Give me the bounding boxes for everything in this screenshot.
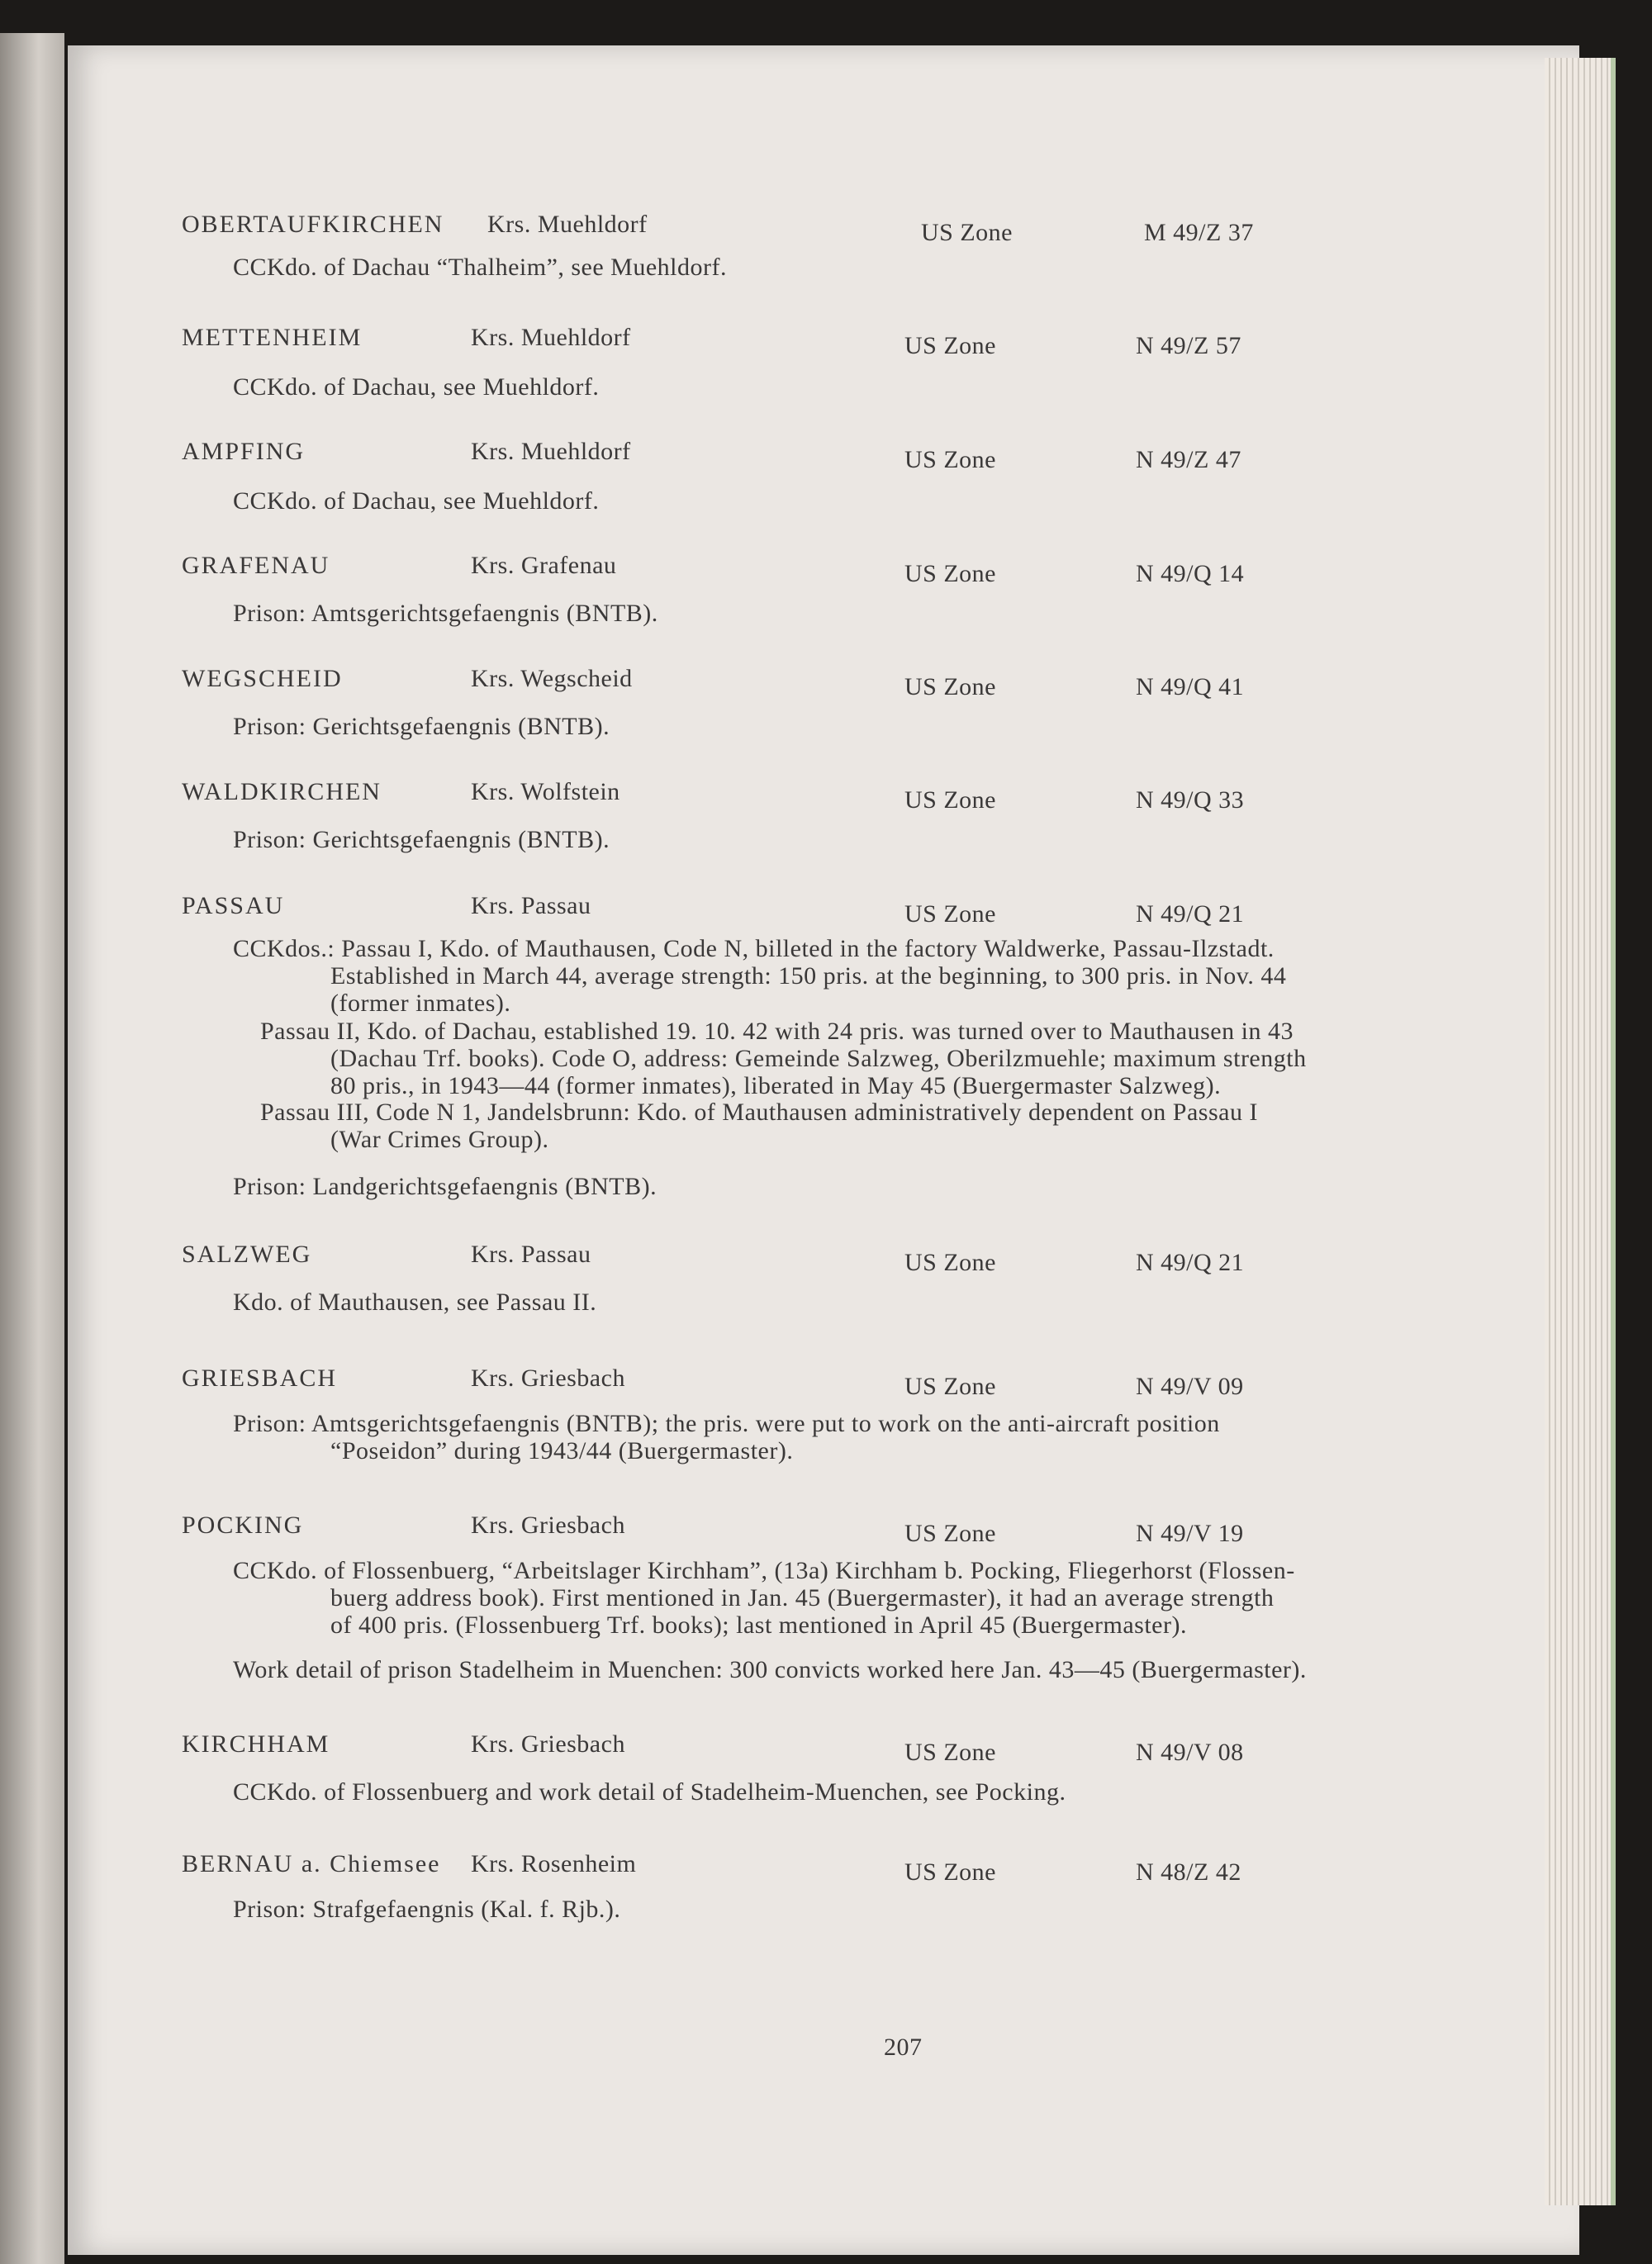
entry-grafenau [182,552,1503,627]
grid-ref: N 49/Q 21 [1136,900,1245,928]
zone: US Zone [904,1373,996,1400]
entry-note: CCKdo. of Dachau, see Muehldorf. [233,487,600,515]
place-name: SALZWEG [182,1241,312,1268]
entry-note: Kdo. of Mauthausen, see Passau II. [233,1289,597,1316]
entry-note: CCKdos.: Passau I, Kdo. of Mauthausen, Code N, billeted in the factory Waldwerke, Passau-Ilzstadt. [233,935,1275,962]
place-name: WEGSCHEID [182,665,343,692]
grid-ref: N 49/Z 57 [1136,332,1241,359]
grid-ref: N 49/Q 21 [1136,1249,1245,1276]
entry-note-cont: 80 pris., in 1943—44 (former inmates), liberated in May 45 (Buergermaster Salzweg). [330,1072,1222,1099]
entry-note-cont: buerg address book). First mentioned in Jan. 45 (Buergermaster), it had an average strength [330,1584,1275,1611]
district: Krs. Muehldorf [471,324,631,351]
entry-passau [182,892,1503,1200]
entry-note-sub: Passau II, Kdo. of Dachau, established 19. 10. 42 with 24 pris. was turned over to Mauthausen in 43 [260,1018,1294,1045]
zone: US Zone [904,1520,996,1547]
entry-griesbach [182,1365,1503,1464]
zone: US Zone [904,446,996,473]
entry-note: CCKdo. of Flossenbuerg, “Arbeitslager Kirchham”, (13a) Kirchham b. Pocking, Fliegerhorst (Flossen- [233,1557,1295,1584]
page-content [116,0,1437,2264]
entry-note-sub: Passau III, Code N 1, Jandelsbrunn: Kdo. of Mauthausen administratively dependent on Passau I [260,1099,1258,1126]
zone: US Zone [921,219,1013,246]
district: Krs. Passau [471,892,591,919]
grid-ref: N 48/Z 42 [1136,1858,1241,1886]
grid-ref: N 49/V 08 [1136,1739,1244,1766]
grid-ref: N 49/V 19 [1136,1520,1244,1547]
entry-mettenheim [182,324,1503,401]
place-name: PASSAU [182,892,285,919]
left-page-edge [0,33,64,2264]
district: Krs. Muehldorf [487,211,648,238]
entry-note-cont: “Poseidon” during 1943/44 (Buergermaster). [330,1437,794,1464]
zone: US Zone [904,1249,996,1276]
entry-obertaufkirchen [182,211,1503,281]
entry-note-cont: (Dachau Trf. books). Code O, address: Gemeinde Salzweg, Oberilzmuehle; maximum strength [330,1045,1307,1072]
place-name: POCKING [182,1512,304,1539]
entry-note: Prison: Landgerichtsgefaengnis (BNTB). [233,1173,657,1200]
zone: US Zone [904,1858,996,1886]
grid-ref: N 49/Q 14 [1136,560,1245,587]
place-name: METTENHEIM [182,324,363,351]
grid-ref: N 49/Z 47 [1136,446,1241,473]
entry-note: Prison: Gerichtsgefaengnis (BNTB). [233,713,610,740]
place-name: AMPFING [182,438,306,465]
district: Krs. Wegscheid [471,665,633,692]
place-name: WALDKIRCHEN [182,778,382,805]
entry-note: CCKdo. of Dachau, see Muehldorf. [233,373,600,401]
zone: US Zone [904,560,996,587]
district: Krs. Griesbach [471,1512,625,1539]
place-name: GRIESBACH [182,1365,338,1392]
page-number: 207 [884,2034,923,2061]
district: Krs. Passau [471,1241,591,1268]
entry-waldkirchen [182,778,1503,853]
place-name: OBERTAUFKIRCHEN [182,211,444,238]
place-name: GRAFENAU [182,552,330,579]
entry-bernau [182,1850,1503,1923]
entry-note: Prison: Gerichtsgefaengnis (BNTB). [233,826,610,853]
district: Krs. Griesbach [471,1365,625,1392]
grid-ref: M 49/Z 37 [1144,219,1254,246]
entry-pocking [182,1512,1503,1683]
entry-note: CCKdo. of Dachau “Thalheim”, see Muehldorf. [233,254,727,281]
district: Krs. Wolfstein [471,778,620,805]
district: Krs. Rosenheim [471,1850,637,1877]
entry-kirchham [182,1730,1503,1806]
entry-note-cont: of 400 pris. (Flossenbuerg Trf. books); last mentioned in April 45 (Buergermaster). [330,1611,1187,1639]
district: Krs. Griesbach [471,1730,625,1758]
zone: US Zone [904,332,996,359]
grid-ref: N 49/Q 41 [1136,673,1245,700]
district: Krs. Grafenau [471,552,617,579]
zone: US Zone [904,786,996,814]
entry-note: Prison: Strafgefaengnis (Kal. f. Rjb.). [233,1896,621,1923]
entry-wegscheid [182,665,1503,740]
place-name: KIRCHHAM [182,1730,330,1758]
entry-note-cont: Established in March 44, average strength: 150 pris. at the beginning, to 300 pris. in Nov. 44 [330,962,1287,990]
entry-note: CCKdo. of Flossenbuerg and work detail of Stadelheim-Muenchen, see Pocking. [233,1778,1066,1806]
entry-note: Work detail of prison Stadelheim in Muenchen: 300 convicts worked here Jan. 43—45 (Buergermaster). [233,1656,1307,1683]
entry-note: Prison: Amtsgerichtsgefaengnis (BNTB); the pris. were put to work on the anti-aircraft position [233,1410,1220,1437]
entry-salzweg [182,1241,1503,1316]
zone: US Zone [904,673,996,700]
grid-ref: N 49/V 09 [1136,1373,1244,1400]
zone: US Zone [904,1739,996,1766]
entry-note: Prison: Amtsgerichtsgefaengnis (BNTB). [233,600,658,627]
place-name: BERNAU a. Chiemsee [182,1850,441,1877]
entry-note-cont: (former inmates). [330,990,511,1017]
district: Krs. Muehldorf [471,438,631,465]
zone: US Zone [904,900,996,928]
grid-ref: N 49/Q 33 [1136,786,1245,814]
entry-note-cont: (War Crimes Group). [330,1126,549,1153]
page-stack-edge [1545,58,1616,2205]
entry-ampfing [182,438,1503,515]
